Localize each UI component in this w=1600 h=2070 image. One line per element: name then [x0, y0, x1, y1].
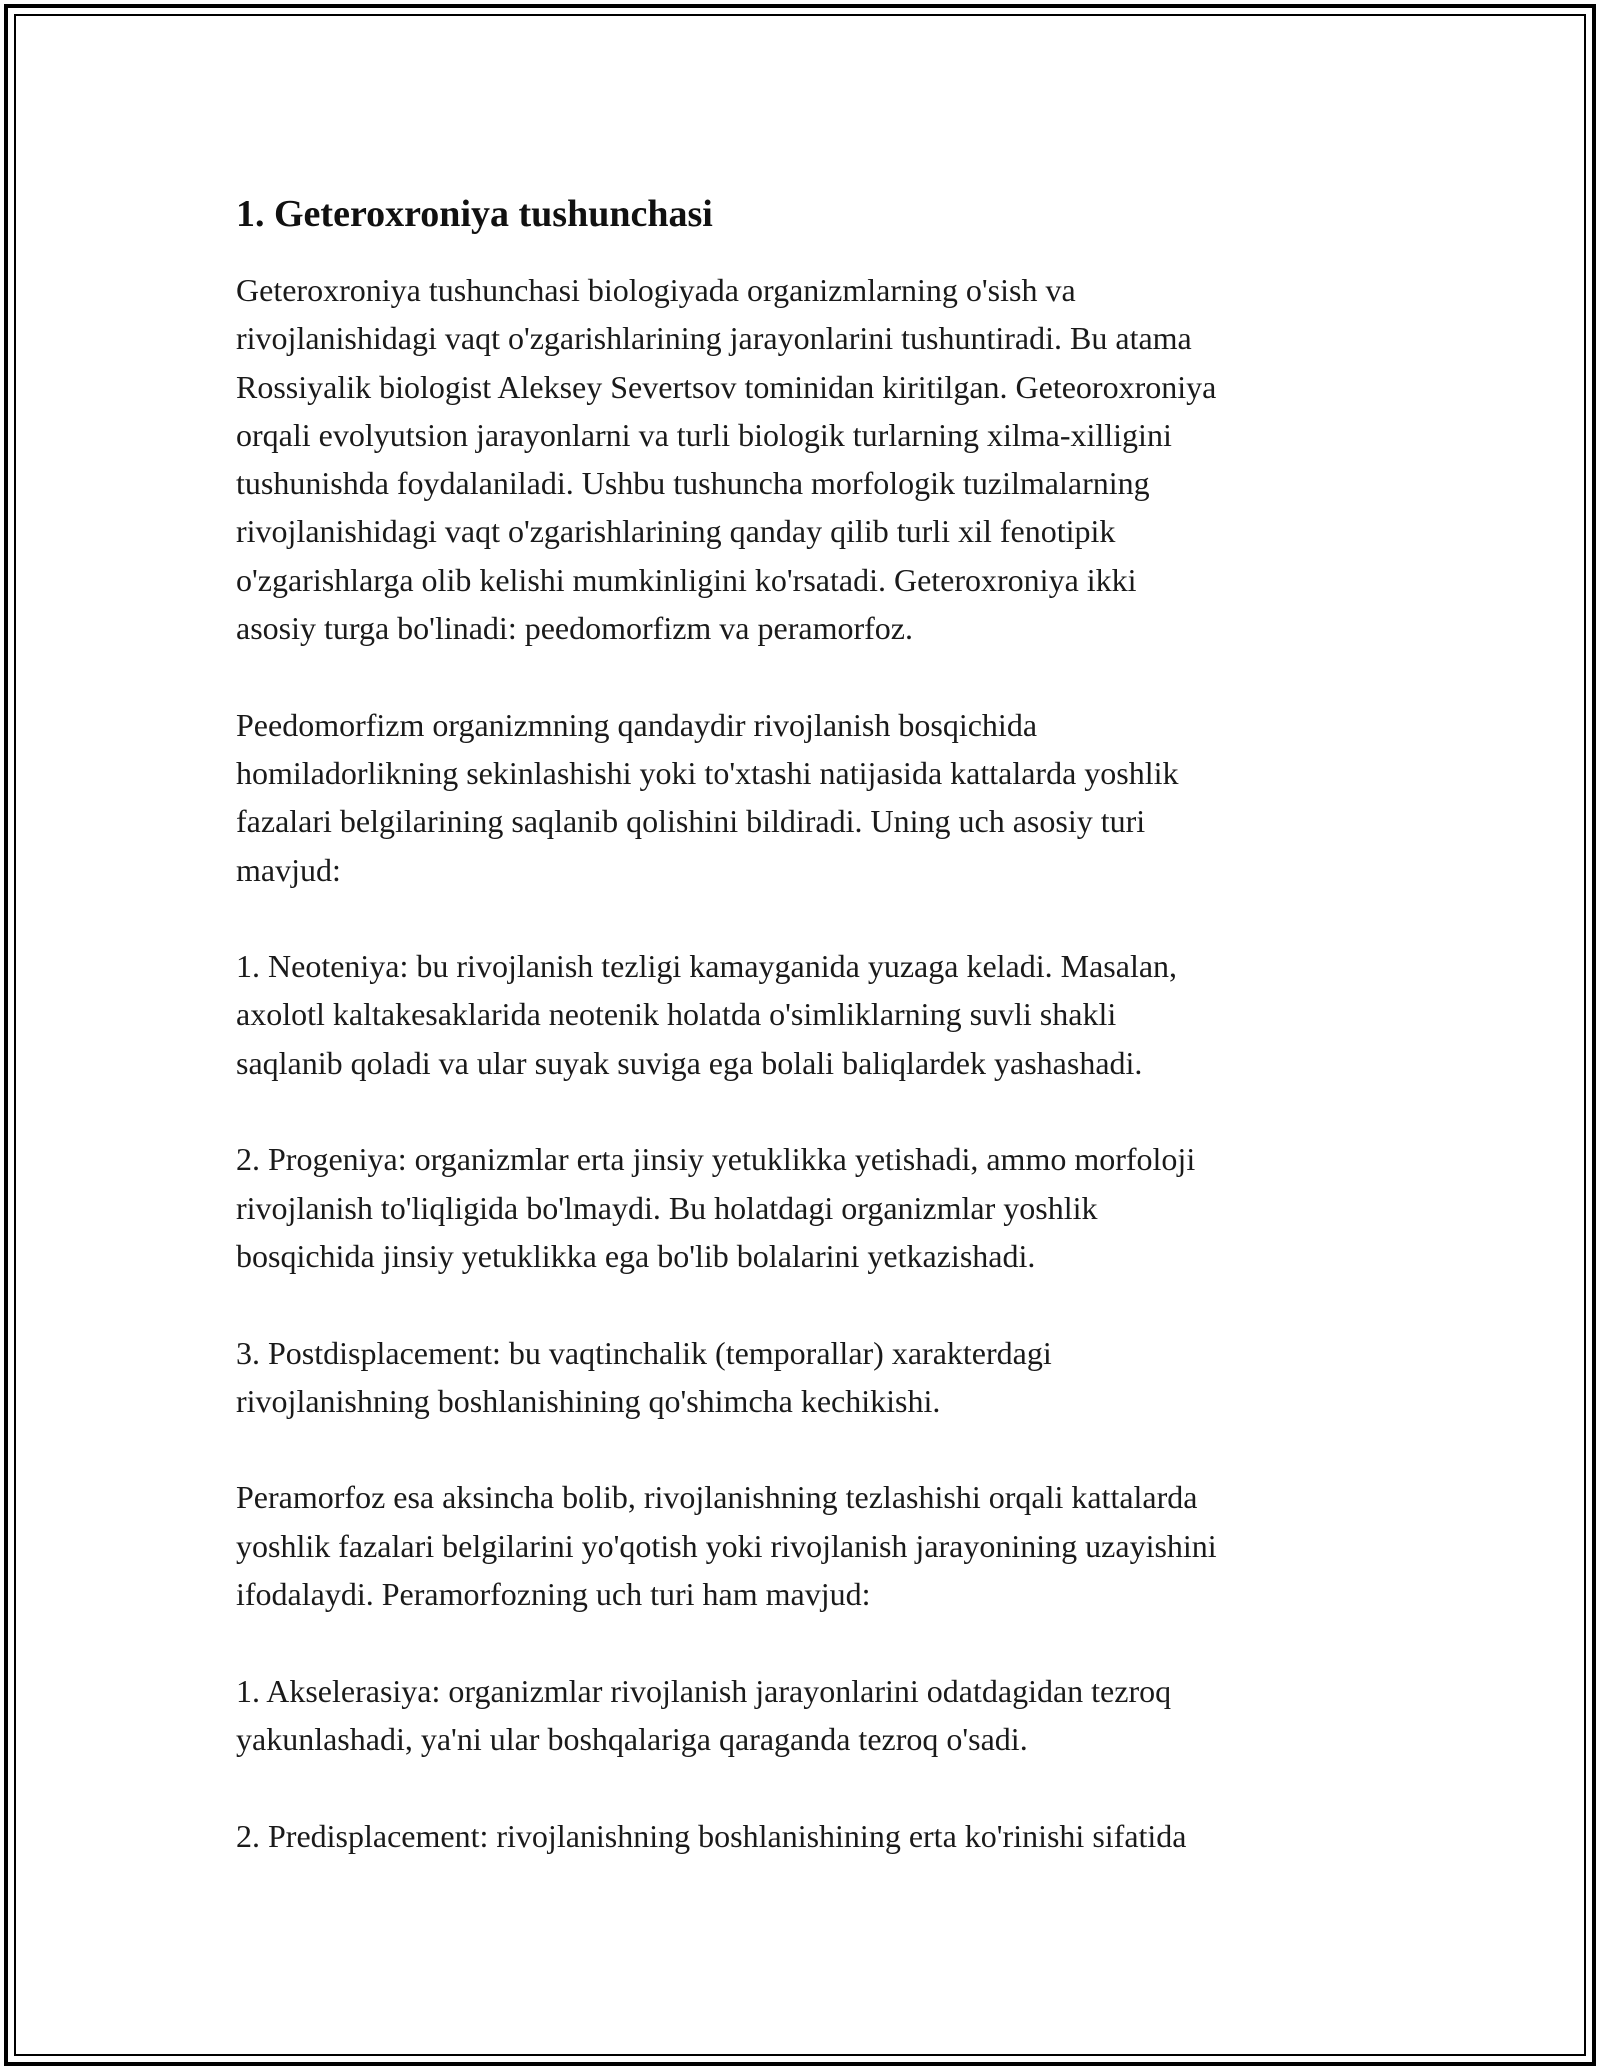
paragraph-intro: Geteroxroniya tushunchasi biologiyada organizmlarning o'sish va rivojlanishidagi vaqt o'zgarishlarining jarayonlarini tushuntiradi. Bu atama Rossiyalik biologist Aleksey Severtsov tominidan kiritilgan. Geteoroxroniya orqali evolyutsion jarayonlarni va turli biologik turlarning xilma-xilligini tushunishda foydalaniladi. Ushbu tushuncha morfologik tuzilmalarning rivojlanishidagi vaqt o'zgarishlarining qanday qilib turli xil fenotipik o'zgarishlarga olib kelishi mumkinligini ko'rsatadi. Geteroxroniya ikki asosiy turga bo'linadi: peedomorfizm va peramorfoz.: [236, 272, 1217, 647]
paragraph-paedomorphism: Peedomorfizm organizmning qandaydir rivojlanish bosqichida homiladorlikning sekinlashishi yoki to'xtashi natijasida kattalarda yoshlik fazalari belgilarining saqlanib qolishini bildiradi. Uning uch asosiy turi mavjud:: [236, 706, 1179, 888]
paragraph-peramorphosis: Peramorfoz esa aksincha bolib, rivojlanishning tezlashishi orqali kattalarda yoshlik fazalari belgilarini yo'qotish yoki rivojlanish jarayonining uzayishini ifodalaydi. Peramorfozning uch turi ham mavjud:: [236, 1479, 1217, 1613]
list-item-progenesis: 2. Progeniya: organizmlar erta jinsiy yetuklikka yetishadi, ammo morfoloji rivojlanish to'liqligida bo'lmaydi. Bu holatdagi organizmlar yoshlik bosqichida jinsiy yetuklikka ega bo'lib bolalarini yetkazishadi.: [236, 1141, 1196, 1274]
list-item-neoteny: 1. Neoteniya: bu rivojlanish tezligi kamayganida yuzaga keladi. Masalan, axolotl kaltakesaklarida neotenik holatda o'simliklarning suvli shakli saqlanib qoladi va ular suyak suviga ega bolali baliqlardek yashashadi.: [236, 948, 1178, 1081]
list-item-postdisplacement: 3. Postdisplacement: bu vaqtinchalik (temporallar) xarakterdagi rivojlanishning boshlanishining qo'shimcha kechikishi.: [236, 1334, 1052, 1419]
section-heading: 1. Geteroxroniya tushunchasi: [236, 193, 713, 235]
list-item-predisplacement: 2. Predisplacement: rivojlanishning boshlanishining erta ko'rinishi sifatida: [236, 1817, 1187, 1854]
document-body: [236, 186, 1386, 1860]
list-item-acceleration: 1. Akselerasiya: organizmlar rivojlanish jarayonlarini odatdagidan tezroq yakunlashadi, ya'ni ular boshqalariga qaraganda tezroq o'sadi.: [236, 1672, 1172, 1757]
